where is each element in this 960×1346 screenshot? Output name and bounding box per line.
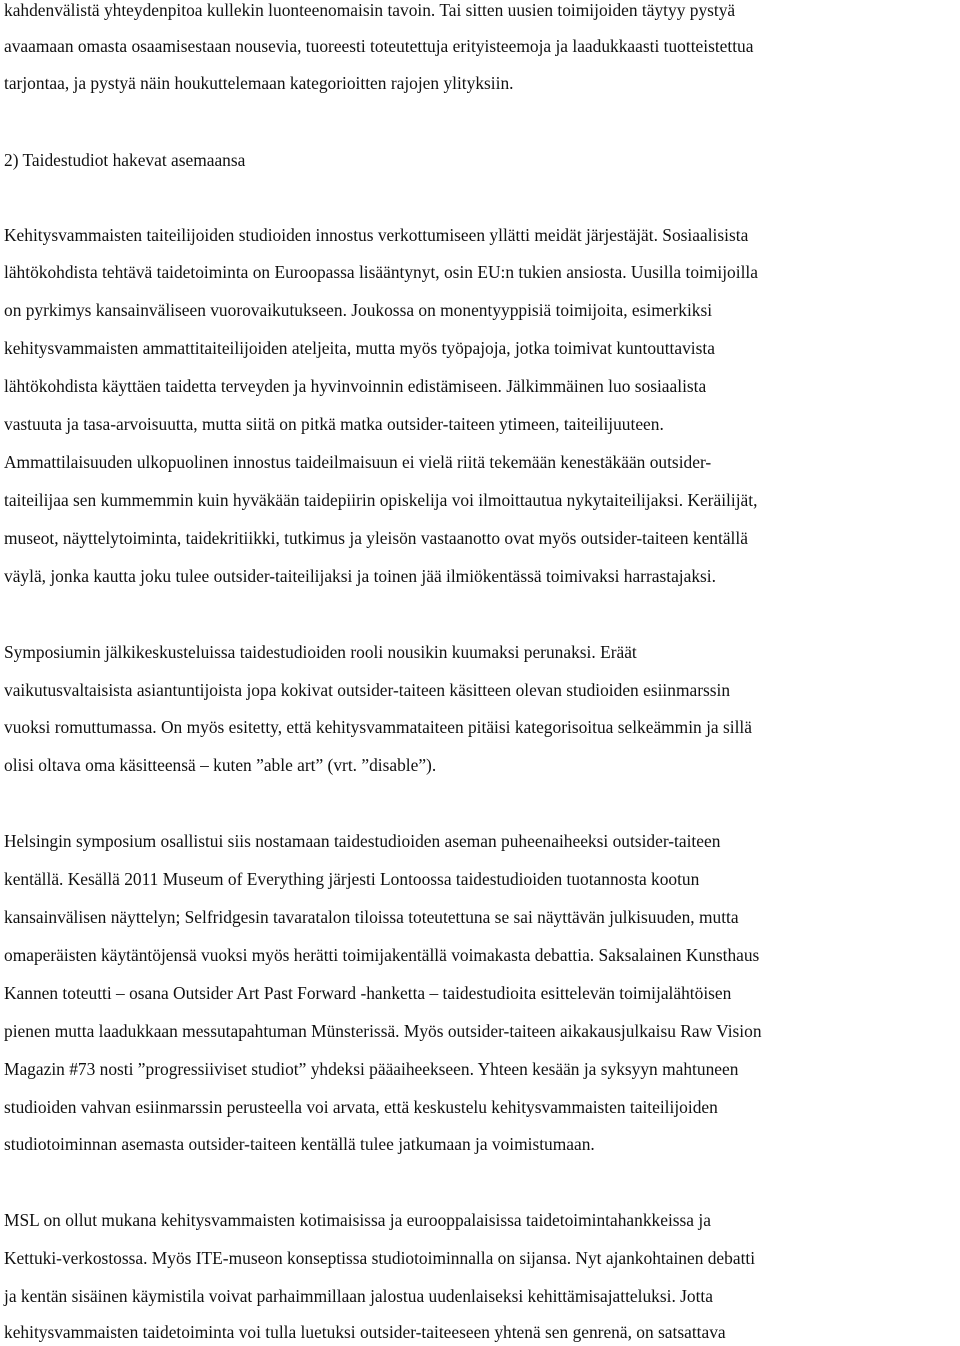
text-line: Symposiumin jälkikeskusteluissa taidestudioiden rooli nousikin kuumaksi perunaksi. Eräät [4, 642, 637, 662]
text-line: vuoksi romuttumassa. On myös esitetty, että kehitysvammataiteen pitäisi kategorisoitua selkeämmin ja sillä [4, 717, 752, 737]
text-line: studioiden vahvan esiinmarssin perusteella voi arvata, että keskustelu kehitysvammaisten taiteilijoiden [4, 1097, 718, 1117]
text-line: kehitysvammaisten taidetoiminta voi tulla luetuksi outsider-taiteeseen yhtenä sen genrenä, on satsattava [4, 1322, 726, 1342]
text-line: avaamaan omasta osaamisestaan nousevia, tuoreesti toteutettuja erityisteemoja ja laadukkaasti tuotteistettua [4, 36, 754, 56]
text-line: vastuuta ja tasa-arvoisuutta, mutta siitä on pitkä matka outsider-taiteen ytimeen, taiteilijuuteen. [4, 414, 664, 434]
text-line: omaperäisten käytäntöjensä vuoksi myös herätti toimijakentällä voimakasta debattia. Saksalainen Kunsthaus [4, 945, 760, 965]
text-line: kehitysvammaisten ammattitaiteilijoiden ateljeita, mutta myös työpajoja, jotka toimivat kuntouttavista [4, 338, 715, 358]
text-line: studiotoiminnan asemasta outsider-taiteen kentällä tulee jatkumaan ja voimistumaan. [4, 1134, 595, 1154]
text-line: vaikutusvaltaisista asiantuntijoista jopa kokivat outsider-taiteen käsitteen olevan studioiden esiinmarssin [4, 680, 731, 700]
text-line: lähtökohdista tehtävä taidetoiminta on Euroopassa lisääntynyt, osin EU:n tukien ansiosta. Uusilla toimijoilla [4, 262, 758, 282]
text-line: taiteilijaa sen kummemmin kuin hyväkään taidepiirin opiskelija voi ilmoittautua nykytaiteilijaksi. Keräilijät, [4, 490, 758, 510]
text-line: Kettuki-verkostossa. Myös ITE-museon konseptissa studiotoiminnalla on sijansa. Nyt ajankohtainen debatti [4, 1248, 756, 1268]
text-line: ja kentän sisäinen käymistila voivat parhaimmillaan jalostua uudenlaiseksi kehittämisajatteluksi. Jotta [4, 1286, 713, 1306]
text-line: Magazin #73 nosti ”progressiiviset studiot” yhdeksi pääaiheekseen. Yhteen kesään ja syksyyn mahtuneen [4, 1059, 739, 1079]
text-line: kentällä. Kesällä 2011 Museum of Everything järjesti Lontoossa taidestudioiden tuotannosta kootun [4, 869, 700, 889]
text-line: Kehitysvammaisten taiteilijoiden studioiden innostus verkottumiseen yllätti meidät järjestäjät. Sosiaalisista [4, 225, 749, 245]
text-line: tarjontaa, ja pystyä näin houkuttelemaan kategorioitten rajojen ylityksiin. [4, 73, 514, 93]
text-line: Ammattilaisuuden ulkopuolinen innostus taideilmaisuun ei vielä riitä tekemään kenestäkään outsider- [4, 452, 712, 472]
text-line: Kannen toteutti – osana Outsider Art Past Forward -hanketta – taidestudioita esittelevän toimijalähtöisen [4, 983, 732, 1003]
text-line: kansainvälisen näyttelyn; Selfridgesin tavaratalon tiloissa toteutettuna se sai näyttävän julkisuuden, mutta [4, 907, 739, 927]
text-line: väylä, jonka kautta joku tulee outsider-taiteilijaksi ja toinen jää ilmiökentässä toimivaksi harrastajaksi. [4, 566, 716, 586]
text-line: lähtökohdista käyttäen taidetta terveyden ja hyvinvoinnin edistämiseen. Jälkimmäinen luo sosiaalista [4, 376, 707, 396]
text-line: MSL on ollut mukana kehitysvammaisten kotimaisissa ja eurooppalaisissa taidetoimintahankkeissa ja [4, 1210, 711, 1230]
text-line: on pyrkimys kansainväliseen vuorovaikutukseen. Joukossa on monentyyppisiä toimijoita, esimerkiksi [4, 300, 713, 320]
text-line: olisi oltava oma käsitteensä – kuten ”able art” (vrt. ”disable”). [4, 755, 437, 775]
section-heading: 2) Taidestudiot hakevat asemaansa [4, 150, 246, 170]
text-line: museot, näyttelytoiminta, taidekritiikki, tutkimus ja yleisön vastaanotto ovat myös outsider-taiteen kentällä [4, 528, 748, 548]
text-line: kahdenvälistä yhteydenpitoa kullekin luonteenomaisin tavoin. Tai sitten uusien toimijoiden täytyy pystyä [4, 0, 736, 20]
text-line: Helsingin symposium osallistui siis nostamaan taidestudioiden aseman puheenaiheeksi outsider-taiteen [4, 831, 721, 851]
text-line: pienen mutta laadukkaan messutapahtuman Münsterissä. Myös outsider-taiteen aikakausjulkaisu Raw Vision [4, 1021, 762, 1041]
